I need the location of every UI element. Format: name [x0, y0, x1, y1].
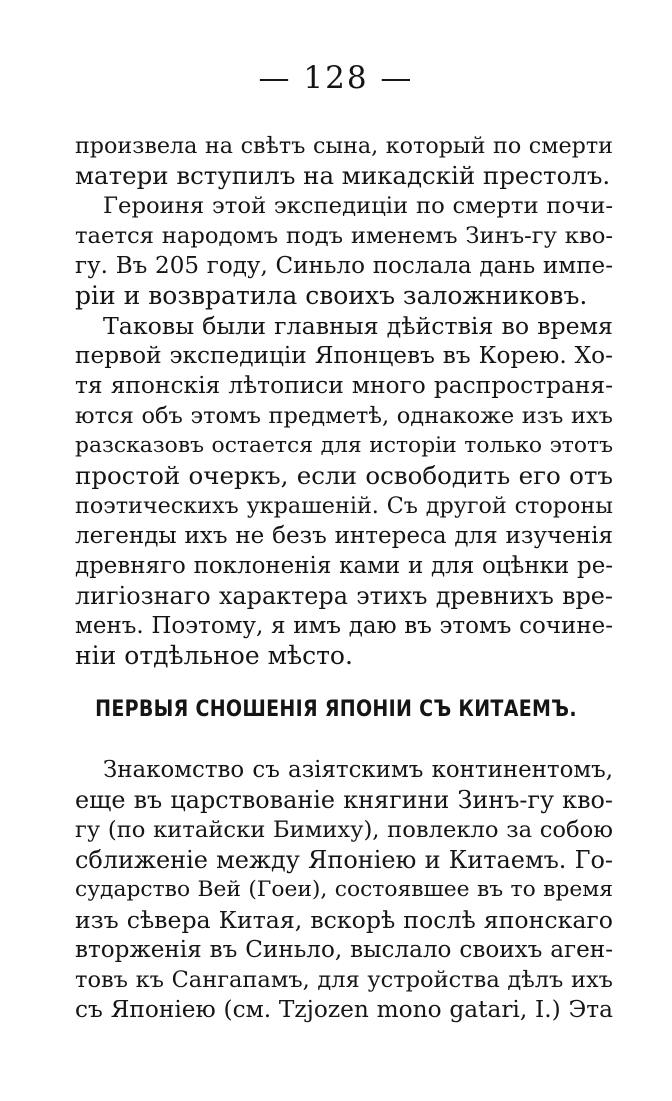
section-heading: ПЕРВЫЯ СНОШЕНІЯ ЯПОНІИ СЪ КИТАЕМЪ.: [95, 696, 577, 722]
text-line: еще въ царствованіе княгини Зинъ-гу кво-: [75, 786, 613, 814]
text-line: тя японскія лѣтописи много распространя-: [75, 372, 613, 399]
text-line: легенды ихъ не безъ интереса для изученія: [75, 523, 613, 549]
paragraph-block-2: [75, 755, 613, 1025]
text-line: изъ сѣвера Китая, вскорѣ послѣ японскаго: [75, 906, 613, 934]
page-number: — 128 —: [258, 60, 414, 96]
text-line: ніи отдѣльное мѣсто.: [75, 641, 353, 670]
text-line: матери вступилъ на микадскій престолъ.: [75, 161, 611, 190]
text-line: ріи и возвратила своихъ заложниковъ.: [75, 281, 588, 310]
text-line: Героиня этой экспедиціи по смерти почи-: [103, 193, 613, 219]
text-line: поэтическихъ украшеній. Съ другой стороны: [75, 493, 613, 519]
text-line: съ Японіею (см. Tzjozen mono gatari, I.) Эта: [75, 996, 613, 1023]
text-line: лигіознаго характера этихъ древнихъ вре-: [75, 582, 613, 610]
text-line: разсказовъ остается для исторіи только этотъ: [75, 433, 613, 458]
text-line: Знакомство съ азіятскимъ континентомъ,: [103, 757, 613, 783]
text-line: гу (по китайски Бимиху), повлекло за собою: [75, 817, 613, 843]
text-line: сближеніе между Японіею и Китаемъ. Го-: [75, 846, 613, 874]
text-line: тается народомъ подъ именемъ Зинъ-гу кво-: [75, 223, 613, 249]
text-line: первой экспедиціи Японцевъ въ Корею. Хо-: [75, 342, 613, 369]
text-line: сударство Вей (Гоеи), состоявшее въ то время: [75, 877, 613, 902]
text-line: произвела на свѣтъ сына, который по смерти: [75, 133, 613, 159]
text-line: простой очеркъ, если освободить его отъ: [75, 461, 613, 490]
text-line: товъ къ Сангапамъ, для устройства дѣлъ ихъ: [75, 967, 613, 993]
text-line: ются объ этомъ предметѣ, однакоже изъ ихъ: [75, 403, 613, 429]
paragraph-block-1: [75, 131, 613, 671]
text-line: древняго поклоненія ками и для оцѣнки ре-: [75, 553, 613, 579]
text-line: менъ. Поэтому, я имъ даю въ этомъ сочине-: [75, 613, 613, 639]
text-line: гу. Въ 205 году, Синьло послала дань импе-: [75, 253, 613, 279]
text-line: вторженія въ Синьло, выслало своихъ аген-: [75, 937, 613, 963]
text-line: Таковы были главныя дѣйствія во время: [103, 312, 613, 340]
